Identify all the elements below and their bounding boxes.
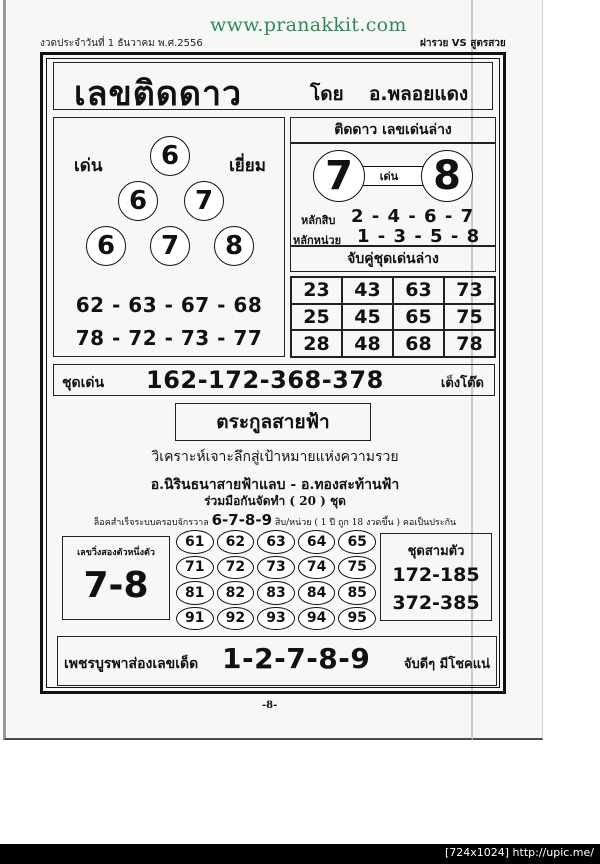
oval-number-grid <box>176 530 376 630</box>
family-authors: อ.นิรินธนาสายฟ้าแลบ - อ.ทองสะท้านฟ้า <box>150 477 400 493</box>
oval-number: 75 <box>338 556 376 580</box>
units-label: หลักหน่วย <box>293 234 342 247</box>
tens-row <box>291 206 495 226</box>
grid-cell: 73 <box>444 277 495 304</box>
pyramid-circle-top: 6 <box>150 136 190 176</box>
oval-number: 94 <box>298 607 336 631</box>
featured-set-box <box>53 364 495 396</box>
grid-cell: 43 <box>342 277 393 304</box>
oval-number: 95 <box>338 607 376 631</box>
grid-cell: 75 <box>444 304 495 331</box>
yiam-label: เยี่ยม <box>229 156 266 176</box>
grid-cell: 28 <box>291 330 342 357</box>
bottom-value: 1-2-7-8-9 <box>222 642 371 675</box>
big-circle-right: 8 <box>421 150 473 202</box>
oval-number: 84 <box>298 581 336 605</box>
three-digit-label: ชุดสามตัว <box>407 544 465 559</box>
tens-value: 2 - 4 - 6 - 7 <box>351 206 475 227</box>
pairs-row: 78 - 72 - 73 - 77 <box>75 326 263 350</box>
family-collab: ร่วมมือกันจัดทำ ( 20 ) ชุด <box>204 494 346 508</box>
right-panel-body <box>290 143 496 246</box>
swing-box <box>62 536 170 620</box>
pair-grid <box>290 276 496 358</box>
big-circle-left: 7 <box>313 150 365 202</box>
family-title: ตระกูลสายฟ้า <box>175 403 371 441</box>
featured-set-label: ชุดเด่น <box>62 375 105 391</box>
oval-number: 64 <box>298 530 336 554</box>
grid-cell: 65 <box>393 304 444 331</box>
footer-text: [724x1024] http://upic.me/ <box>444 846 594 859</box>
oval-number: 63 <box>257 530 295 554</box>
lock-suffix: สิบ/หน่วย ( 1 ปี ถูก 18 งวดขึ้น ) คอเป็นประกัน <box>274 518 457 528</box>
pyramid-panel <box>53 117 285 357</box>
grid-cell: 63 <box>393 277 444 304</box>
footer-bar <box>0 844 600 864</box>
author-name: อ.พลอยแดง <box>369 83 469 105</box>
oval-number: 82 <box>217 581 255 605</box>
pyramid-circle: 6 <box>86 226 126 266</box>
oval-number: 81 <box>176 581 214 605</box>
oval-number: 61 <box>176 530 214 554</box>
three-digit-value: 172-185 <box>392 564 480 586</box>
lock-numbers: 6-7-8-9 <box>211 511 273 529</box>
by-label: โดย <box>310 83 344 105</box>
swing-value: 7-8 <box>83 565 149 606</box>
bottom-right-label: จับดีๆ มีโชคแน่ <box>403 657 490 672</box>
three-digit-box <box>380 533 492 621</box>
den-label: เด่น <box>74 156 103 176</box>
page-title: เลขติดดาว <box>74 74 243 114</box>
three-digit-value: 372-385 <box>392 592 480 614</box>
grid-cell: 45 <box>342 304 393 331</box>
units-row <box>291 226 495 246</box>
units-value: 1 - 3 - 5 - 8 <box>357 226 481 247</box>
publication-name: ฝารวย VS สูตรสวย <box>420 38 506 49</box>
grid-cell: 23 <box>291 277 342 304</box>
pyramid-circle: 8 <box>214 226 254 266</box>
page-number: -8- <box>262 700 278 711</box>
bottom-box <box>57 636 497 686</box>
website-watermark: www.pranakkit.com <box>210 14 407 36</box>
oval-number: 92 <box>217 607 255 631</box>
bottom-left-label: เพชรบูรพาส่องเลขเด็ด <box>64 656 199 672</box>
oval-number: 73 <box>257 556 295 580</box>
teng-tod-label: เต็งโต๊ด <box>440 376 484 391</box>
oval-number: 93 <box>257 607 295 631</box>
draw-date: งวดประจำวันที่ 1 ธันวาคม พ.ศ.2556 <box>40 38 203 49</box>
oval-number: 71 <box>176 556 214 580</box>
oval-number: 62 <box>217 530 255 554</box>
pair-heading: จับคู่ชุดเด่นล่าง <box>290 246 496 272</box>
featured-set-value: 162-172-368-378 <box>146 366 384 394</box>
oval-number: 74 <box>298 556 336 580</box>
oval-number: 83 <box>257 581 295 605</box>
grid-cell: 78 <box>444 330 495 357</box>
right-panel-heading: ติดดาว เลขเด่นล่าง <box>290 117 496 143</box>
grid-cell: 68 <box>393 330 444 357</box>
den-bar: เด่น <box>353 166 425 186</box>
grid-cell: 48 <box>342 330 393 357</box>
oval-number: 85 <box>338 581 376 605</box>
oval-number: 65 <box>338 530 376 554</box>
oval-number: 72 <box>217 556 255 580</box>
pyramid-circle: 6 <box>118 181 158 221</box>
lock-line <box>0 511 575 529</box>
family-subtitle: วิเคราะห์เจาะลึกสู่เป้าหมายแห่งความรวย <box>151 449 399 465</box>
pyramid-circle: 7 <box>184 181 224 221</box>
grid-cell: 25 <box>291 304 342 331</box>
lock-prefix: ล็อคสำเร็จระบบครอบจักรวาล <box>93 518 209 528</box>
tens-label: หลักสิบ <box>301 214 336 227</box>
oval-number: 91 <box>176 607 214 631</box>
swing-label: เลขวิ่งสองตัวหนึ่งตัว <box>77 548 155 558</box>
pyramid-circle: 7 <box>150 226 190 266</box>
pairs-row: 62 - 63 - 67 - 68 <box>75 293 263 317</box>
title-box <box>53 62 493 114</box>
